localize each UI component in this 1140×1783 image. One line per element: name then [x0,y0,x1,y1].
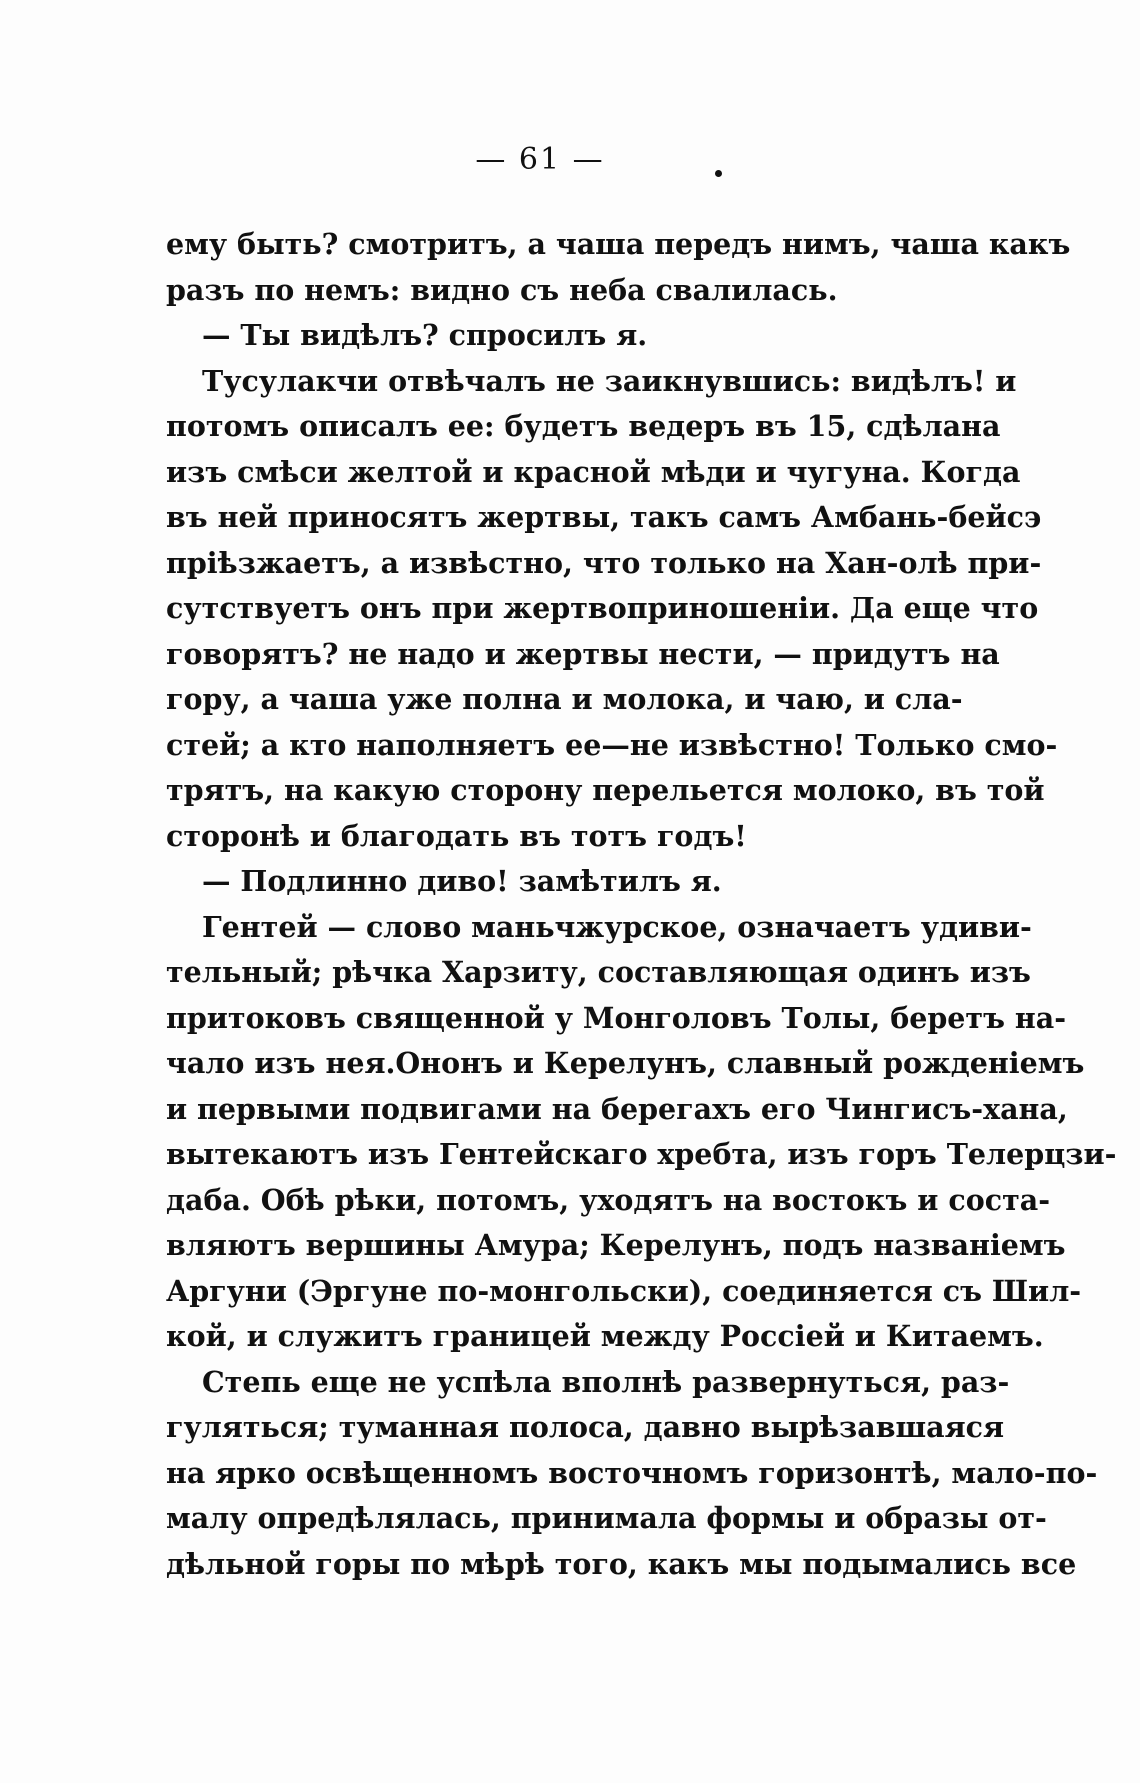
text-line: — Подлинно диво! замѣтилъ я. [202,864,722,898]
text-line: потомъ описалъ ее: будетъ ведеръ въ 15, сдѣлана [166,409,1001,443]
text-line: притоковъ священной у Монголовъ Толы, беретъ на- [166,1000,1067,1035]
body-text [166,222,1117,1587]
text-line: стей; а кто наполняетъ ее—не извѣстно! Только смо- [166,727,1058,762]
text-line: гуляться; туманная полоса, давно вырѣзавшаяся [166,1410,1005,1444]
text-line: дѣльной горы по мѣрѣ того, какъ мы подымались все [166,1546,1077,1581]
text-line: чало изъ нея.Ононъ и Керелунъ, славный рожденiемъ [166,1046,1085,1080]
text-line: трятъ, на какую сторону перельется молоко, въ той [166,773,1045,807]
text-line: Тусулакчи отвѣчалъ не заикнувшись: видѣлъ! и [202,363,1017,398]
text-line: сутствуетъ онъ при жертвоприношенiи. Да еще что [166,591,1039,625]
text-line: и первыми подвигами на берегахъ его Чингисъ-хана, [166,1091,1068,1126]
text-line: вытекаютъ изъ Гентейскаго хребта, изъ горъ Телерцзи- [166,1137,1117,1171]
text-line: въ ней приносятъ жертвы, такъ самъ Амбань-бейсэ [166,500,1042,534]
text-line: кой, и служитъ границей между Россiей и Китаемъ. [166,1319,1044,1353]
print-speck [715,170,722,177]
text-line: — Ты видѣлъ? спросилъ я. [202,318,648,352]
text-line: малу опредѣлялась, принимала формы и образы от- [166,1501,1047,1535]
text-line: гору, а чаша уже полна и молока, и чаю, и сла- [166,682,963,716]
text-line: даба. Обѣ рѣки, потомъ, уходятъ на востокъ и соста- [166,1182,1051,1217]
text-line: тельный; рѣчка Харзиту, составляющая одинъ изъ [166,955,1031,989]
text-line: сторонѣ и благодать въ тотъ годъ! [166,818,747,853]
text-line: прiѣзжаетъ, а извѣстно, что только на Хан-олѣ при- [166,545,1042,580]
text-line: говорятъ? не надо и жертвы нести, — придутъ на [166,636,1000,671]
text-line: ему быть? смотритъ, а чаша передъ нимъ, чаша какъ [166,227,1071,261]
text-line: на ярко освѣщенномъ восточномъ горизонтѣ, мало-по- [166,1455,1098,1490]
text-line: Степь еще не успѣла вполнѣ развернуться, раз- [202,1364,1010,1399]
text-line: Аргуни (Эргуне по-монгольски), соединяется съ Шил- [166,1273,1082,1308]
text-line: Гентей — слово маньчжурское, означаетъ удиви- [202,909,1032,944]
text-line: разъ по немъ: видно съ неба свалилась. [166,272,838,307]
page-number: — 61 — [475,142,605,177]
text-line: вляютъ вершины Амура; Керелунъ, подъ названiемъ [166,1228,1066,1262]
text-line: изъ смѣси желтой и красной мѣди и чугуна. Когда [166,454,1021,489]
